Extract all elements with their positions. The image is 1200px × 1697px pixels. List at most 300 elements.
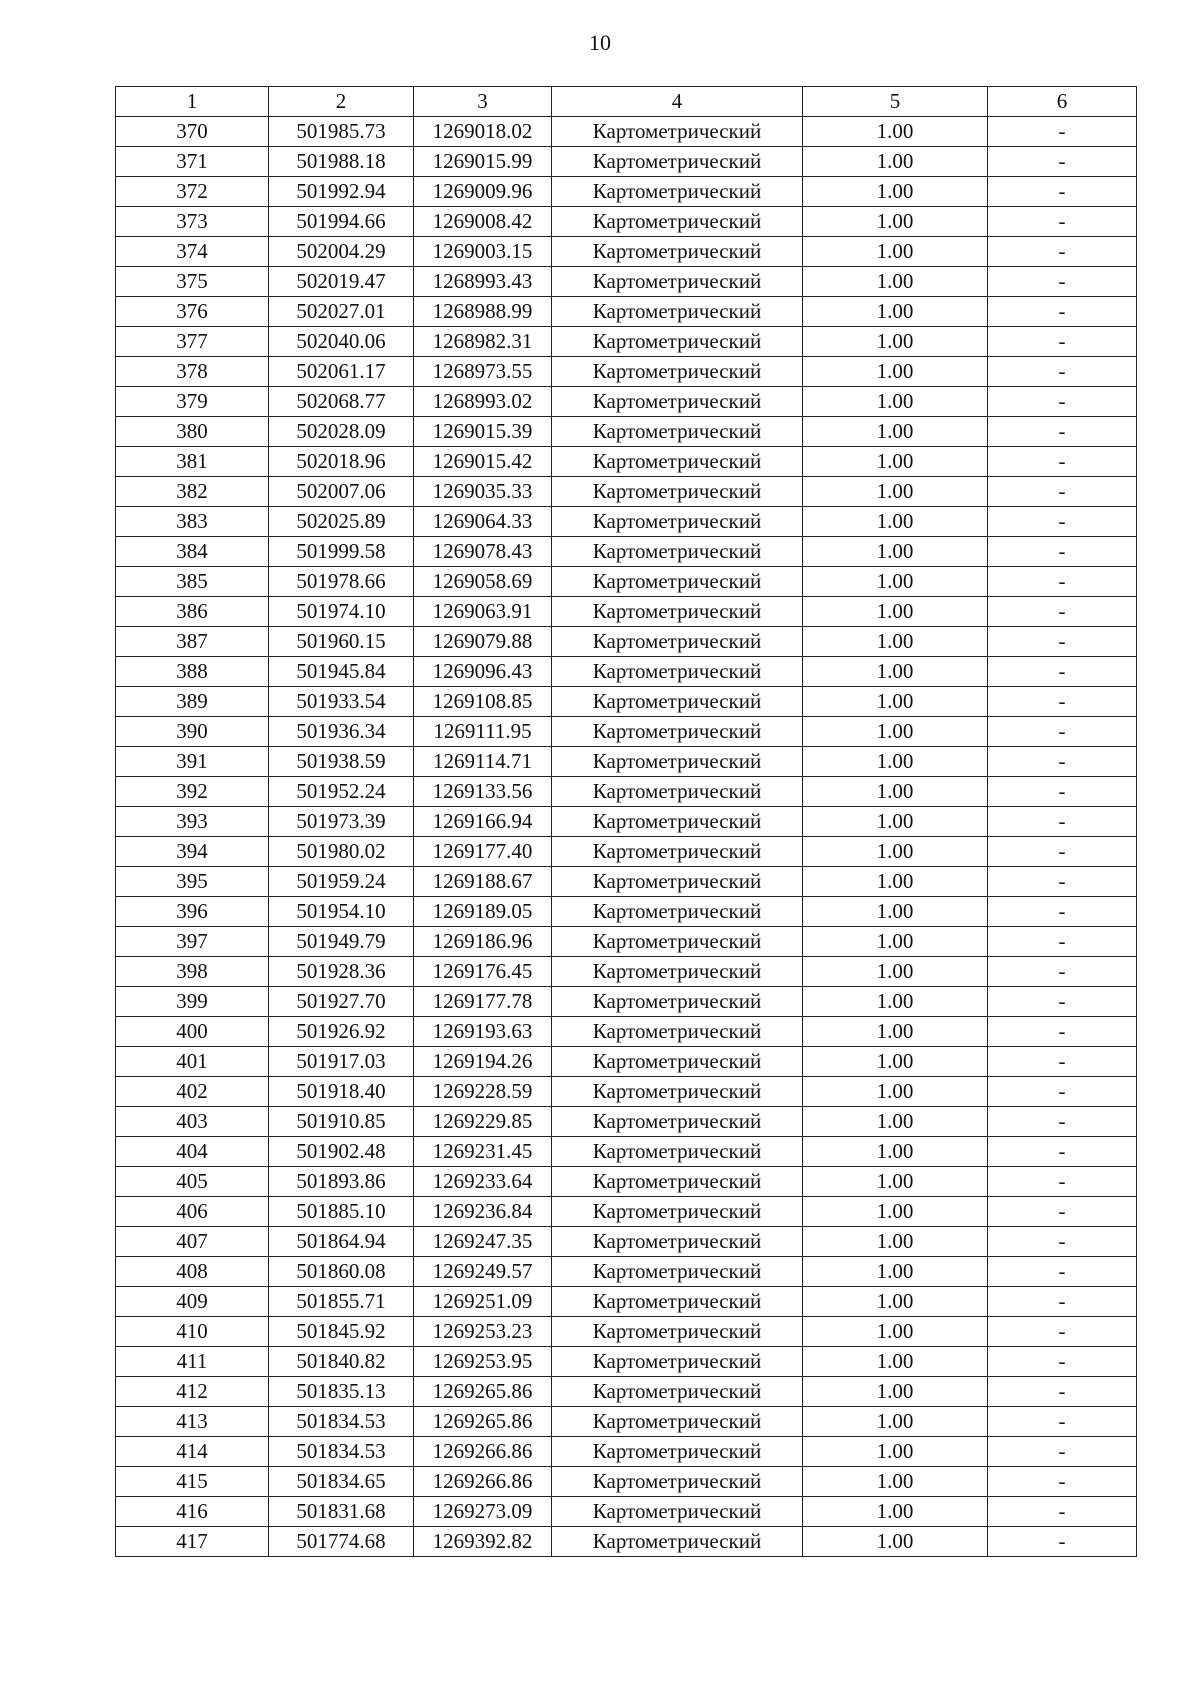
note-cell: -	[988, 957, 1137, 987]
y-coordinate-cell: 1268988.99	[414, 297, 552, 327]
header-cell-4: 4	[552, 87, 803, 117]
note-cell: -	[988, 1107, 1137, 1137]
point-number-cell: 372	[116, 177, 269, 207]
accuracy-cell: 1.00	[803, 537, 988, 567]
x-coordinate-cell: 501926.92	[269, 1017, 414, 1047]
y-coordinate-cell: 1269249.57	[414, 1257, 552, 1287]
note-cell: -	[988, 777, 1137, 807]
y-coordinate-cell: 1269273.09	[414, 1497, 552, 1527]
method-cell: Картометрический	[552, 147, 803, 177]
y-coordinate-cell: 1269193.63	[414, 1017, 552, 1047]
method-cell: Картометрический	[552, 1437, 803, 1467]
table-row	[116, 207, 1137, 237]
table-row	[116, 867, 1137, 897]
x-coordinate-cell: 501985.73	[269, 117, 414, 147]
accuracy-cell: 1.00	[803, 597, 988, 627]
y-coordinate-cell: 1269233.64	[414, 1167, 552, 1197]
note-cell: -	[988, 1437, 1137, 1467]
table-row	[116, 927, 1137, 957]
x-coordinate-cell: 501893.86	[269, 1167, 414, 1197]
x-coordinate-cell: 502019.47	[269, 267, 414, 297]
accuracy-cell: 1.00	[803, 987, 988, 1017]
note-cell: -	[988, 147, 1137, 177]
accuracy-cell: 1.00	[803, 807, 988, 837]
x-coordinate-cell: 501834.53	[269, 1407, 414, 1437]
method-cell: Картометрический	[552, 867, 803, 897]
point-number-cell: 392	[116, 777, 269, 807]
y-coordinate-cell: 1269392.82	[414, 1527, 552, 1557]
method-cell: Картометрический	[552, 177, 803, 207]
x-coordinate-cell: 501885.10	[269, 1197, 414, 1227]
x-coordinate-cell: 502027.01	[269, 297, 414, 327]
method-cell: Картометрический	[552, 1377, 803, 1407]
accuracy-cell: 1.00	[803, 1287, 988, 1317]
y-coordinate-cell: 1269018.02	[414, 117, 552, 147]
table-row	[116, 597, 1137, 627]
accuracy-cell: 1.00	[803, 507, 988, 537]
accuracy-cell: 1.00	[803, 927, 988, 957]
x-coordinate-cell: 501952.24	[269, 777, 414, 807]
header-cell-5: 5	[803, 87, 988, 117]
method-cell: Картометрический	[552, 1017, 803, 1047]
table-row	[116, 147, 1137, 177]
y-coordinate-cell: 1269186.96	[414, 927, 552, 957]
accuracy-cell: 1.00	[803, 867, 988, 897]
x-coordinate-cell: 501831.68	[269, 1497, 414, 1527]
y-coordinate-cell: 1269008.42	[414, 207, 552, 237]
x-coordinate-cell: 501855.71	[269, 1287, 414, 1317]
point-number-cell: 400	[116, 1017, 269, 1047]
method-cell: Картометрический	[552, 477, 803, 507]
point-number-cell: 393	[116, 807, 269, 837]
table-row	[116, 237, 1137, 267]
x-coordinate-cell: 502061.17	[269, 357, 414, 387]
x-coordinate-cell: 501999.58	[269, 537, 414, 567]
point-number-cell: 385	[116, 567, 269, 597]
y-coordinate-cell: 1269111.95	[414, 717, 552, 747]
method-cell: Картометрический	[552, 717, 803, 747]
y-coordinate-cell: 1269251.09	[414, 1287, 552, 1317]
method-cell: Картометрический	[552, 297, 803, 327]
point-number-cell: 390	[116, 717, 269, 747]
y-coordinate-cell: 1269009.96	[414, 177, 552, 207]
table-header	[116, 87, 1137, 117]
accuracy-cell: 1.00	[803, 1107, 988, 1137]
point-number-cell: 386	[116, 597, 269, 627]
method-cell: Картометрический	[552, 957, 803, 987]
y-coordinate-cell: 1269253.95	[414, 1347, 552, 1377]
y-coordinate-cell: 1269064.33	[414, 507, 552, 537]
accuracy-cell: 1.00	[803, 1077, 988, 1107]
accuracy-cell: 1.00	[803, 657, 988, 687]
y-coordinate-cell: 1269063.91	[414, 597, 552, 627]
table-row	[116, 807, 1137, 837]
table-row	[116, 357, 1137, 387]
table-row	[116, 987, 1137, 1017]
method-cell: Картометрический	[552, 417, 803, 447]
header-row	[116, 87, 1137, 117]
point-number-cell: 403	[116, 1107, 269, 1137]
y-coordinate-cell: 1269231.45	[414, 1137, 552, 1167]
x-coordinate-cell: 501936.34	[269, 717, 414, 747]
point-number-cell: 406	[116, 1197, 269, 1227]
header-cell-6: 6	[988, 87, 1137, 117]
note-cell: -	[988, 657, 1137, 687]
point-number-cell: 382	[116, 477, 269, 507]
accuracy-cell: 1.00	[803, 1317, 988, 1347]
y-coordinate-cell: 1269177.40	[414, 837, 552, 867]
point-number-cell: 399	[116, 987, 269, 1017]
note-cell: -	[988, 747, 1137, 777]
note-cell: -	[988, 1317, 1137, 1347]
method-cell: Картометрический	[552, 1317, 803, 1347]
accuracy-cell: 1.00	[803, 837, 988, 867]
x-coordinate-cell: 502018.96	[269, 447, 414, 477]
accuracy-cell: 1.00	[803, 207, 988, 237]
method-cell: Картометрический	[552, 237, 803, 267]
point-number-cell: 375	[116, 267, 269, 297]
table-row	[116, 537, 1137, 567]
accuracy-cell: 1.00	[803, 1197, 988, 1227]
note-cell: -	[988, 1017, 1137, 1047]
method-cell: Картометрический	[552, 327, 803, 357]
table-row	[116, 1317, 1137, 1347]
point-number-cell: 405	[116, 1167, 269, 1197]
point-number-cell: 408	[116, 1257, 269, 1287]
y-coordinate-cell: 1269108.85	[414, 687, 552, 717]
point-number-cell: 404	[116, 1137, 269, 1167]
accuracy-cell: 1.00	[803, 1437, 988, 1467]
point-number-cell: 394	[116, 837, 269, 867]
point-number-cell: 402	[116, 1077, 269, 1107]
note-cell: -	[988, 387, 1137, 417]
accuracy-cell: 1.00	[803, 567, 988, 597]
accuracy-cell: 1.00	[803, 1377, 988, 1407]
table-row	[116, 837, 1137, 867]
note-cell: -	[988, 117, 1137, 147]
x-coordinate-cell: 502028.09	[269, 417, 414, 447]
method-cell: Картометрический	[552, 777, 803, 807]
table-row	[116, 507, 1137, 537]
accuracy-cell: 1.00	[803, 117, 988, 147]
point-number-cell: 395	[116, 867, 269, 897]
accuracy-cell: 1.00	[803, 1467, 988, 1497]
table-row	[116, 1437, 1137, 1467]
y-coordinate-cell: 1269189.05	[414, 897, 552, 927]
y-coordinate-cell: 1269003.15	[414, 237, 552, 267]
y-coordinate-cell: 1269265.86	[414, 1407, 552, 1437]
y-coordinate-cell: 1269266.86	[414, 1467, 552, 1497]
point-number-cell: 398	[116, 957, 269, 987]
y-coordinate-cell: 1269236.84	[414, 1197, 552, 1227]
x-coordinate-cell: 501864.94	[269, 1227, 414, 1257]
point-number-cell: 389	[116, 687, 269, 717]
note-cell: -	[988, 237, 1137, 267]
table-row	[116, 117, 1137, 147]
accuracy-cell: 1.00	[803, 327, 988, 357]
point-number-cell: 415	[116, 1467, 269, 1497]
y-coordinate-cell: 1269228.59	[414, 1077, 552, 1107]
note-cell: -	[988, 927, 1137, 957]
x-coordinate-cell: 501917.03	[269, 1047, 414, 1077]
point-number-cell: 410	[116, 1317, 269, 1347]
note-cell: -	[988, 327, 1137, 357]
note-cell: -	[988, 297, 1137, 327]
accuracy-cell: 1.00	[803, 447, 988, 477]
x-coordinate-cell: 502068.77	[269, 387, 414, 417]
note-cell: -	[988, 1497, 1137, 1527]
note-cell: -	[988, 897, 1137, 927]
coordinates-table	[115, 86, 1137, 1557]
accuracy-cell: 1.00	[803, 957, 988, 987]
note-cell: -	[988, 477, 1137, 507]
y-coordinate-cell: 1269035.33	[414, 477, 552, 507]
x-coordinate-cell: 501954.10	[269, 897, 414, 927]
x-coordinate-cell: 501910.85	[269, 1107, 414, 1137]
note-cell: -	[988, 1077, 1137, 1107]
table-row	[116, 1347, 1137, 1377]
method-cell: Картометрический	[552, 117, 803, 147]
method-cell: Картометрический	[552, 1107, 803, 1137]
x-coordinate-cell: 501949.79	[269, 927, 414, 957]
table-row	[116, 957, 1137, 987]
point-number-cell: 401	[116, 1047, 269, 1077]
accuracy-cell: 1.00	[803, 267, 988, 297]
note-cell: -	[988, 567, 1137, 597]
method-cell: Картометрический	[552, 267, 803, 297]
note-cell: -	[988, 447, 1137, 477]
table-row	[116, 387, 1137, 417]
x-coordinate-cell: 501959.24	[269, 867, 414, 897]
note-cell: -	[988, 1227, 1137, 1257]
point-number-cell: 387	[116, 627, 269, 657]
point-number-cell: 378	[116, 357, 269, 387]
header-cell-2: 2	[269, 87, 414, 117]
note-cell: -	[988, 1347, 1137, 1377]
method-cell: Картометрический	[552, 807, 803, 837]
point-number-cell: 397	[116, 927, 269, 957]
accuracy-cell: 1.00	[803, 237, 988, 267]
table-row	[116, 897, 1137, 927]
accuracy-cell: 1.00	[803, 477, 988, 507]
y-coordinate-cell: 1269114.71	[414, 747, 552, 777]
point-number-cell: 417	[116, 1527, 269, 1557]
x-coordinate-cell: 502007.06	[269, 477, 414, 507]
note-cell: -	[988, 807, 1137, 837]
table-row	[116, 1137, 1137, 1167]
header-cell-3: 3	[414, 87, 552, 117]
y-coordinate-cell: 1269194.26	[414, 1047, 552, 1077]
point-number-cell: 379	[116, 387, 269, 417]
method-cell: Картометрический	[552, 627, 803, 657]
y-coordinate-cell: 1268973.55	[414, 357, 552, 387]
note-cell: -	[988, 207, 1137, 237]
x-coordinate-cell: 501845.92	[269, 1317, 414, 1347]
accuracy-cell: 1.00	[803, 687, 988, 717]
x-coordinate-cell: 501960.15	[269, 627, 414, 657]
y-coordinate-cell: 1269247.35	[414, 1227, 552, 1257]
method-cell: Картометрический	[552, 1167, 803, 1197]
y-coordinate-cell: 1269188.67	[414, 867, 552, 897]
method-cell: Картометрический	[552, 687, 803, 717]
point-number-cell: 376	[116, 297, 269, 327]
x-coordinate-cell: 501945.84	[269, 657, 414, 687]
table-row	[116, 297, 1137, 327]
table-row	[116, 567, 1137, 597]
x-coordinate-cell: 501988.18	[269, 147, 414, 177]
table-row	[116, 1107, 1137, 1137]
point-number-cell: 370	[116, 117, 269, 147]
x-coordinate-cell: 501992.94	[269, 177, 414, 207]
note-cell: -	[988, 1527, 1137, 1557]
accuracy-cell: 1.00	[803, 177, 988, 207]
point-number-cell: 396	[116, 897, 269, 927]
note-cell: -	[988, 1137, 1137, 1167]
point-number-cell: 412	[116, 1377, 269, 1407]
y-coordinate-cell: 1269078.43	[414, 537, 552, 567]
note-cell: -	[988, 1047, 1137, 1077]
point-number-cell: 414	[116, 1437, 269, 1467]
point-number-cell: 371	[116, 147, 269, 177]
accuracy-cell: 1.00	[803, 297, 988, 327]
method-cell: Картометрический	[552, 207, 803, 237]
table-row	[116, 1527, 1137, 1557]
table-row	[116, 747, 1137, 777]
note-cell: -	[988, 1287, 1137, 1317]
accuracy-cell: 1.00	[803, 777, 988, 807]
accuracy-cell: 1.00	[803, 1017, 988, 1047]
x-coordinate-cell: 502025.89	[269, 507, 414, 537]
x-coordinate-cell: 501927.70	[269, 987, 414, 1017]
method-cell: Картометрический	[552, 447, 803, 477]
method-cell: Картометрический	[552, 1287, 803, 1317]
accuracy-cell: 1.00	[803, 1407, 988, 1437]
point-number-cell: 383	[116, 507, 269, 537]
page-number: 10	[589, 30, 611, 55]
y-coordinate-cell: 1269079.88	[414, 627, 552, 657]
table-row	[116, 687, 1137, 717]
y-coordinate-cell: 1269015.99	[414, 147, 552, 177]
x-coordinate-cell: 501974.10	[269, 597, 414, 627]
y-coordinate-cell: 1268982.31	[414, 327, 552, 357]
method-cell: Картометрический	[552, 1077, 803, 1107]
point-number-cell: 413	[116, 1407, 269, 1437]
method-cell: Картометрический	[552, 1197, 803, 1227]
method-cell: Картометрический	[552, 1347, 803, 1377]
table-row	[116, 417, 1137, 447]
accuracy-cell: 1.00	[803, 147, 988, 177]
method-cell: Картометрический	[552, 897, 803, 927]
note-cell: -	[988, 1167, 1137, 1197]
note-cell: -	[988, 1407, 1137, 1437]
table-body	[116, 117, 1137, 1557]
accuracy-cell: 1.00	[803, 417, 988, 447]
table-row	[116, 1497, 1137, 1527]
table-row	[116, 1017, 1137, 1047]
note-cell: -	[988, 717, 1137, 747]
note-cell: -	[988, 687, 1137, 717]
x-coordinate-cell: 501902.48	[269, 1137, 414, 1167]
method-cell: Картометрический	[552, 1137, 803, 1167]
note-cell: -	[988, 1467, 1137, 1497]
table-row	[116, 1407, 1137, 1437]
table-row	[116, 327, 1137, 357]
method-cell: Картометрический	[552, 1527, 803, 1557]
method-cell: Картометрический	[552, 657, 803, 687]
accuracy-cell: 1.00	[803, 357, 988, 387]
method-cell: Картометрический	[552, 987, 803, 1017]
method-cell: Картометрический	[552, 537, 803, 567]
method-cell: Картометрический	[552, 837, 803, 867]
note-cell: -	[988, 627, 1137, 657]
x-coordinate-cell: 501834.53	[269, 1437, 414, 1467]
method-cell: Картометрический	[552, 1227, 803, 1257]
method-cell: Картометрический	[552, 1467, 803, 1497]
table-row	[116, 777, 1137, 807]
header-cell-1: 1	[116, 87, 269, 117]
x-coordinate-cell: 501835.13	[269, 1377, 414, 1407]
x-coordinate-cell: 501973.39	[269, 807, 414, 837]
table-row	[116, 1197, 1137, 1227]
accuracy-cell: 1.00	[803, 1257, 988, 1287]
point-number-cell: 407	[116, 1227, 269, 1257]
point-number-cell: 411	[116, 1347, 269, 1377]
x-coordinate-cell: 502004.29	[269, 237, 414, 267]
method-cell: Картометрический	[552, 567, 803, 597]
table-row	[116, 627, 1137, 657]
method-cell: Картометрический	[552, 1047, 803, 1077]
table-row	[116, 477, 1137, 507]
method-cell: Картометрический	[552, 927, 803, 957]
y-coordinate-cell: 1269266.86	[414, 1437, 552, 1467]
point-number-cell: 409	[116, 1287, 269, 1317]
method-cell: Картометрический	[552, 597, 803, 627]
method-cell: Картометрический	[552, 1407, 803, 1437]
y-coordinate-cell: 1269058.69	[414, 567, 552, 597]
point-number-cell: 373	[116, 207, 269, 237]
accuracy-cell: 1.00	[803, 387, 988, 417]
y-coordinate-cell: 1269229.85	[414, 1107, 552, 1137]
note-cell: -	[988, 537, 1137, 567]
y-coordinate-cell: 1269265.86	[414, 1377, 552, 1407]
accuracy-cell: 1.00	[803, 1167, 988, 1197]
y-coordinate-cell: 1269253.23	[414, 1317, 552, 1347]
point-number-cell: 388	[116, 657, 269, 687]
accuracy-cell: 1.00	[803, 1497, 988, 1527]
accuracy-cell: 1.00	[803, 1227, 988, 1257]
y-coordinate-cell: 1269166.94	[414, 807, 552, 837]
point-number-cell: 391	[116, 747, 269, 777]
note-cell: -	[988, 507, 1137, 537]
note-cell: -	[988, 837, 1137, 867]
note-cell: -	[988, 1377, 1137, 1407]
x-coordinate-cell: 501938.59	[269, 747, 414, 777]
table-row	[116, 1227, 1137, 1257]
table-row	[116, 1377, 1137, 1407]
x-coordinate-cell: 501774.68	[269, 1527, 414, 1557]
point-number-cell: 374	[116, 237, 269, 267]
point-number-cell: 384	[116, 537, 269, 567]
table-row	[116, 267, 1137, 297]
method-cell: Картометрический	[552, 747, 803, 777]
y-coordinate-cell: 1268993.43	[414, 267, 552, 297]
note-cell: -	[988, 1197, 1137, 1227]
x-coordinate-cell: 502040.06	[269, 327, 414, 357]
method-cell: Картометрический	[552, 357, 803, 387]
x-coordinate-cell: 501918.40	[269, 1077, 414, 1107]
y-coordinate-cell: 1269176.45	[414, 957, 552, 987]
note-cell: -	[988, 177, 1137, 207]
